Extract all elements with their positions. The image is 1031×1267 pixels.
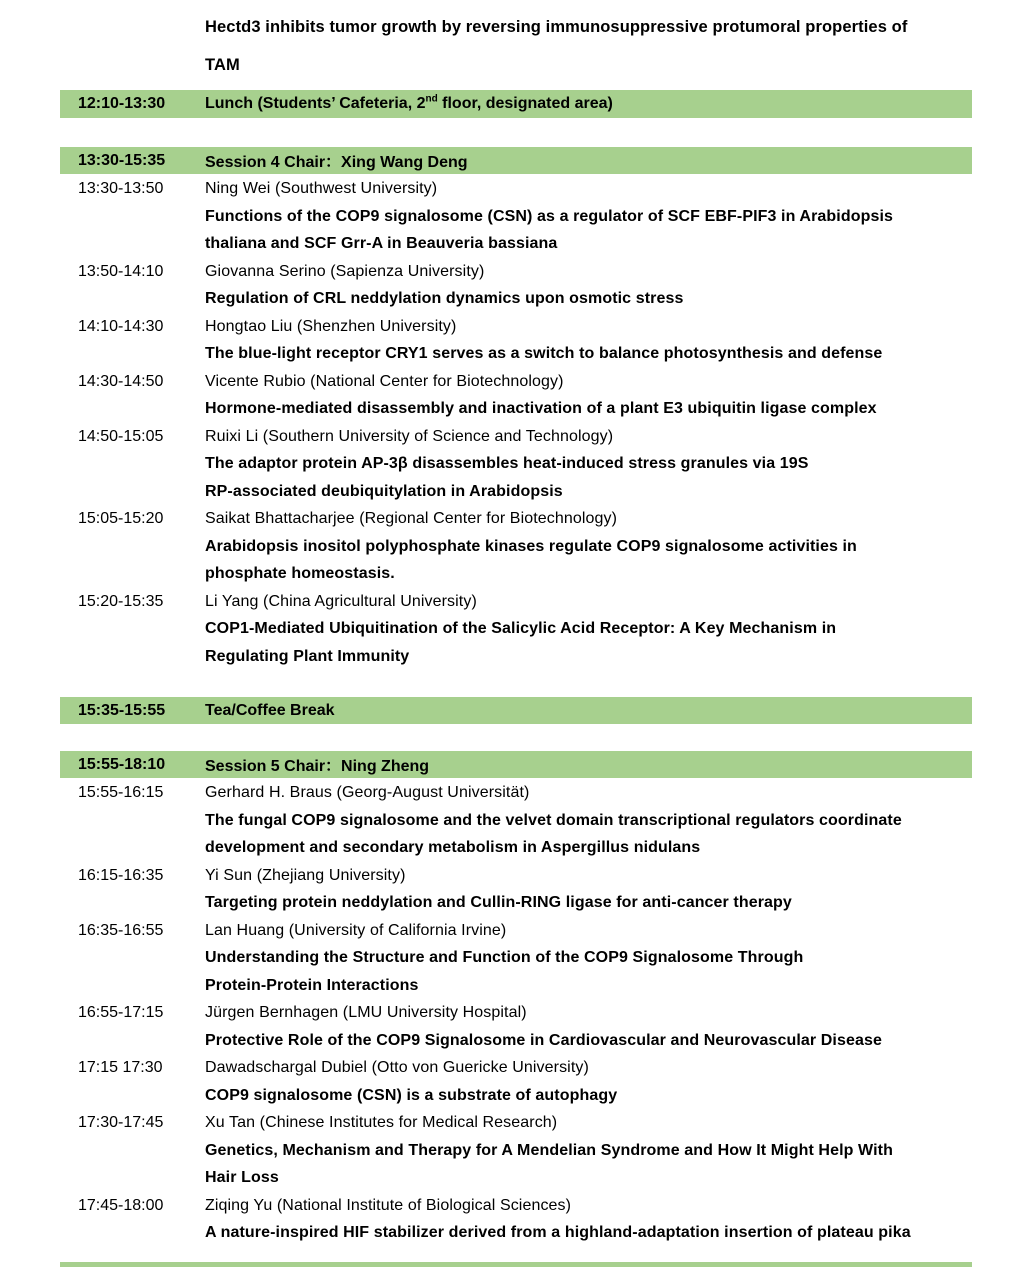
talk-time [60, 285, 205, 313]
talk-time: 15:55-16:15 [78, 784, 164, 801]
talk-line [60, 999, 972, 1027]
talk-title: RP-associated deubiquitylation in Arabidopsis [205, 482, 563, 500]
talk-line [60, 1054, 972, 1082]
talk-line [60, 779, 972, 807]
talk-line [60, 643, 972, 671]
talk-time [60, 1219, 205, 1247]
lunch-label [205, 95, 613, 113]
talk-line [60, 368, 972, 396]
lunch-label-pre: Lunch (Students’ Cafeteria, 2 [205, 95, 426, 112]
talk-title: Arabidopsis inositol polyphosphate kinases regulate COP9 signalosome activities in [205, 537, 857, 555]
talk-title: Regulating Plant Immunity [205, 647, 410, 665]
talk-time: 16:55-17:15 [78, 1004, 164, 1021]
talk-time: 17:15 17:30 [78, 1059, 163, 1076]
talk-speaker: Gerhard H. Braus (Georg-August Universität) [205, 784, 530, 801]
talk-title: The fungal COP9 signalosome and the velvet domain transcriptional regulators coordinate [205, 811, 902, 829]
talk-line [60, 944, 972, 972]
talk-line [60, 1164, 972, 1192]
talk-speaker: Ruixi Li (Southern University of Science and Technology) [205, 427, 614, 445]
talk-time [60, 643, 205, 671]
talk-speaker: Giovanna Serino (Sapienza University) [205, 262, 485, 280]
talk-speaker: Lan Huang (University of California Irvine) [205, 921, 507, 939]
talk-time [60, 1082, 205, 1110]
talk-line [60, 889, 972, 917]
talk-title: Protein-Protein Interactions [205, 976, 419, 994]
talk-line [60, 175, 972, 203]
tea-break-bar [60, 697, 972, 724]
lunch-bar [60, 90, 972, 118]
talk-line [60, 972, 972, 1000]
talk-line [60, 1082, 972, 1110]
session5-talk-list [60, 779, 972, 1247]
talk-time: 14:10-14:30 [78, 317, 164, 335]
talk-title: A nature-inspired HIF stabilizer derived from a highland-adaptation insertion of plateau pika [205, 1224, 911, 1241]
talk-time: 15:20-15:35 [78, 592, 164, 610]
talk-time [60, 944, 205, 972]
talk-line [60, 450, 972, 478]
talk-speaker: Jürgen Bernhagen (LMU University Hospital) [205, 1004, 527, 1021]
talk-time [60, 972, 205, 1000]
talk-time [60, 340, 205, 368]
talk-time: 13:30-13:50 [78, 180, 164, 197]
talk-line [60, 917, 972, 945]
talk-line [60, 395, 972, 423]
talk-line [60, 862, 972, 890]
talk-line [60, 560, 972, 588]
talk-title: The blue-light receptor CRY1 serves as a switch to balance photosynthesis and defense [205, 345, 883, 362]
talk-speaker: Vicente Rubio (National Center for Biotechnology) [205, 372, 564, 390]
talk-time [60, 834, 205, 862]
talk-time [60, 450, 205, 478]
talk-title: The adaptor protein AP-3β disassembles heat-induced stress granules via 19S [205, 455, 809, 472]
session4-label: Session 4 Chair：Xing Wang Deng [205, 154, 468, 171]
talk-time: 17:45-18:00 [78, 1196, 164, 1214]
talk-line [60, 834, 972, 862]
tea-break-time: 15:35-15:55 [78, 701, 166, 719]
talk-line [60, 505, 972, 533]
session4-time: 13:30-15:35 [78, 151, 166, 169]
talk-line [60, 423, 972, 451]
talk-line [60, 615, 972, 643]
talk-time: 13:50-14:10 [78, 262, 164, 280]
talk-line [60, 1219, 972, 1247]
talk-time [60, 889, 205, 917]
talk-line [60, 478, 972, 506]
talk-line [60, 1192, 972, 1220]
talk-title: Functions of the COP9 signalosome (CSN) as a regulator of SCF EBF-PIF3 in Arabidopsis [205, 207, 893, 225]
ordinal-superscript: nd [425, 93, 438, 105]
talk-title: COP1-Mediated Ubiquitination of the Salicylic Acid Receptor: A Key Mechanism in [205, 620, 837, 637]
talk-title: Regulation of CRL neddylation dynamics upon osmotic stress [205, 290, 684, 307]
talk-time [60, 1137, 205, 1165]
talk-time: 16:15-16:35 [78, 866, 164, 884]
talk-title: phosphate homeostasis. [205, 565, 395, 582]
talk-time [60, 395, 205, 423]
talk-title: Genetics, Mechanism and Therapy for A Mendelian Syndrome and How It Might Help With [205, 1141, 893, 1159]
talk-time [60, 230, 205, 258]
talk-time: 14:50-15:05 [78, 427, 164, 445]
talk-line [60, 258, 972, 286]
talk-speaker: Hongtao Liu (Shenzhen University) [205, 317, 457, 335]
session5-header-bar [60, 751, 972, 778]
talk-time [60, 533, 205, 561]
talk-line [60, 588, 972, 616]
talk-time [60, 1027, 205, 1055]
carried-over-talk-title [205, 8, 965, 84]
talk-title: COP9 signalosome (CSN) is a substrate of autophagy [205, 1086, 618, 1104]
talk-speaker: Li Yang (China Agricultural University) [205, 592, 477, 610]
talk-line [60, 807, 972, 835]
talk-title-line-1: Hectd3 inhibits tumor growth by reversing immunosuppressive protumoral properties of [205, 18, 908, 36]
session4-talk-list [60, 175, 972, 670]
talk-title: Targeting protein neddylation and Cullin-RING ligase for anti-cancer therapy [205, 894, 792, 911]
talk-time: 15:05-15:20 [78, 510, 164, 527]
talk-speaker: Dawadschargal Dubiel (Otto von Guericke University) [205, 1059, 589, 1076]
talk-line [60, 230, 972, 258]
talk-time: 17:30-17:45 [78, 1114, 164, 1131]
next-section-bar-cutoff [60, 1262, 972, 1267]
talk-time [60, 615, 205, 643]
session5-label: Session 5 Chair：Ning Zheng [205, 758, 430, 775]
talk-line [60, 533, 972, 561]
tea-break-label: Tea/Coffee Break [205, 701, 335, 719]
talk-title: development and secondary metabolism in Aspergillus nidulans [205, 839, 701, 856]
talk-time [60, 478, 205, 506]
talk-line [60, 1109, 972, 1137]
session5-time: 15:55-18:10 [78, 755, 166, 773]
talk-time: 16:35-16:55 [78, 921, 164, 939]
talk-title: Protective Role of the COP9 Signalosome in Cardiovascular and Neurovascular Disease [205, 1031, 882, 1049]
talk-time [60, 560, 205, 588]
talk-time [60, 1164, 205, 1192]
talk-line [60, 1027, 972, 1055]
talk-speaker: Yi Sun (Zhejiang University) [205, 866, 406, 884]
session4-header-bar [60, 147, 972, 174]
talk-speaker: Ning Wei (Southwest University) [205, 180, 438, 197]
talk-speaker: Ziqing Yu (National Institute of Biological Sciences) [205, 1196, 572, 1214]
talk-title: Hair Loss [205, 1169, 279, 1186]
talk-title: thaliana and SCF Grr-A in Beauveria bassiana [205, 235, 558, 252]
talk-title-line-2: TAM [205, 56, 240, 74]
talk-speaker: Saikat Bhattacharjee (Regional Center for Biotechnology) [205, 510, 618, 527]
talk-line [60, 1137, 972, 1165]
talk-line [60, 285, 972, 313]
talk-title: Hormone-mediated disassembly and inactivation of a plant E3 ubiquitin ligase complex [205, 400, 877, 417]
talk-time [60, 203, 205, 231]
talk-speaker: Xu Tan (Chinese Institutes for Medical Research) [205, 1114, 558, 1131]
talk-time [60, 807, 205, 835]
lunch-time: 12:10-13:30 [78, 95, 166, 112]
lunch-label-post: floor, designated area) [437, 95, 613, 112]
talk-line [60, 313, 972, 341]
talk-line [60, 203, 972, 231]
talk-time: 14:30-14:50 [78, 372, 164, 390]
talk-line [60, 340, 972, 368]
talk-title: Understanding the Structure and Function of the COP9 Signalosome Through [205, 949, 804, 966]
